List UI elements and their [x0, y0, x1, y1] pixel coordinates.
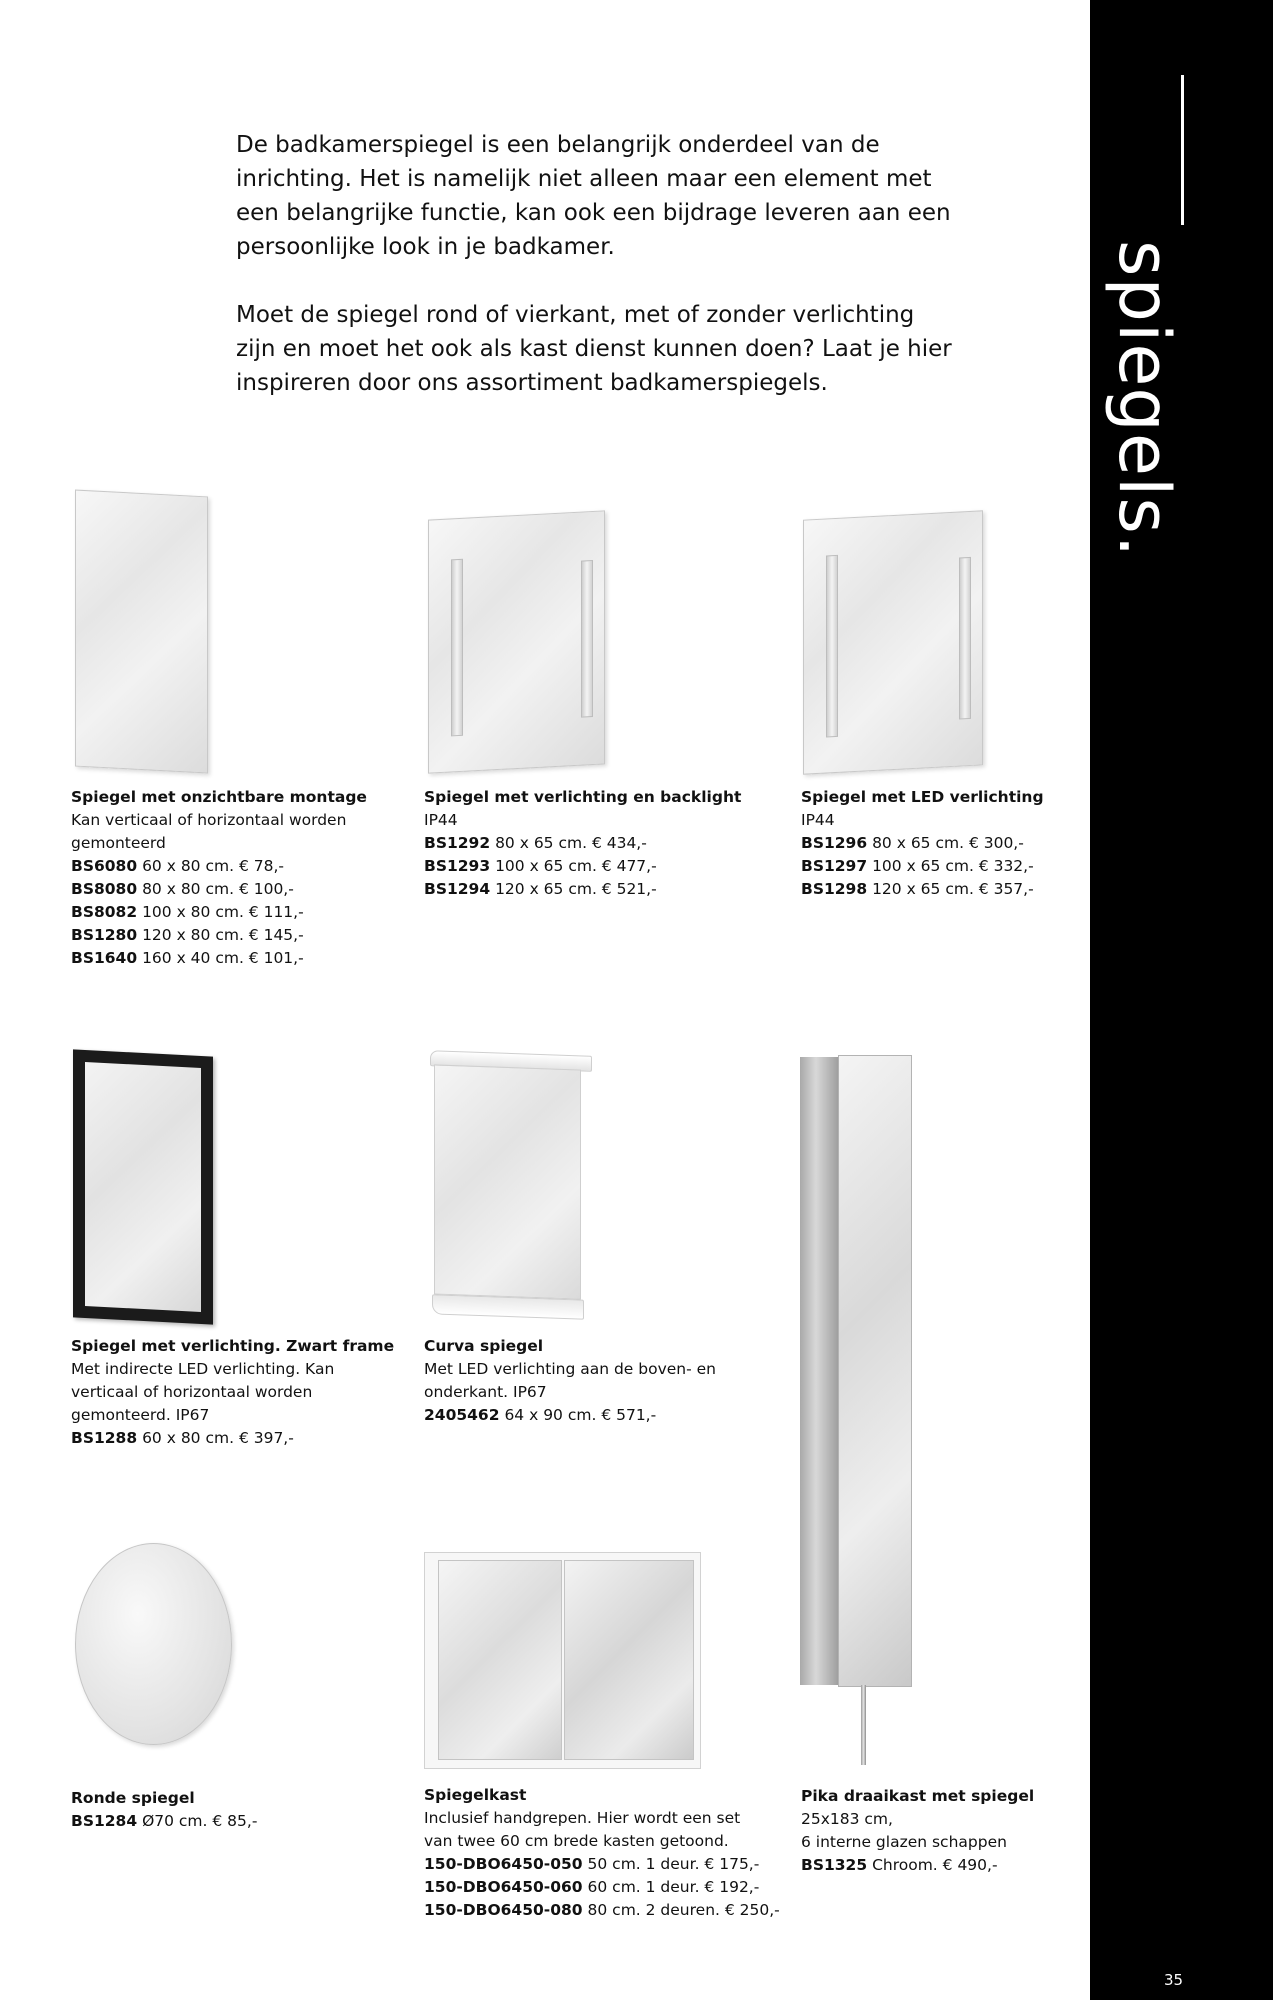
product-spec: 60 x 80 cm. € 78,-: [142, 857, 284, 875]
intro-text: [236, 128, 956, 434]
product-variant: [424, 832, 764, 855]
product-spec: 120 x 65 cm. € 357,-: [872, 880, 1034, 898]
product-title: Spiegel met LED verlichting: [801, 788, 1044, 806]
product-curva: [424, 1335, 744, 1427]
product-spec: 80 x 65 cm. € 434,-: [495, 834, 647, 852]
cabinet-side: [800, 1057, 840, 1685]
product-variant: [424, 1853, 774, 1876]
product-variant: [71, 901, 371, 924]
product-black-frame: [71, 1335, 395, 1450]
product-code: BS1296: [801, 834, 868, 852]
product-code: BS1284: [71, 1812, 138, 1830]
product-code: 150-DBO6450-050: [424, 1855, 583, 1873]
product-code: BS8082: [71, 903, 138, 921]
intro-paragraph-2: Moet de spiegel rond of vierkant, met of zonder verlichting zijn en moet het ook als kast dienst kunnen doen? Laat je hier inspireren door ons assortiment badkamerspiegels.: [236, 302, 952, 396]
mirror-backlight-image: [428, 510, 605, 773]
led-strip-right: [581, 560, 593, 718]
product-spec: 100 x 65 cm. € 332,-: [872, 857, 1034, 875]
product-variant: [71, 924, 371, 947]
cabinet-door-right: [564, 1560, 694, 1760]
product-code: BS8080: [71, 880, 138, 898]
led-strip-left: [826, 555, 838, 738]
product-spec: 80 x 65 cm. € 300,-: [872, 834, 1024, 852]
mirror-round-image: [75, 1543, 232, 1745]
product-variant: [71, 878, 371, 901]
product-description: Kan verticaal of horizontaal worden gemonteerd: [71, 811, 347, 852]
product-variant: [424, 1876, 774, 1899]
curva-bottom-shelf: [432, 1294, 584, 1319]
product-title: Pika draaikast met spiegel: [801, 1787, 1035, 1805]
mirror-glass: [434, 1064, 581, 1299]
product-pika: [801, 1785, 1081, 1877]
mirror-black-frame-image: [73, 1049, 213, 1324]
product-title: Spiegel met onzichtbare montage: [71, 788, 367, 806]
mirror-front: [838, 1055, 912, 1687]
product-code: BS1280: [71, 926, 138, 944]
product-code: 2405462: [424, 1406, 500, 1424]
product-backlight: [424, 786, 764, 901]
mirror-glass: [85, 1062, 201, 1312]
led-strip-left: [451, 559, 463, 737]
page-number: 35: [1164, 1971, 1184, 1989]
cabinet-door-left: [438, 1560, 562, 1760]
product-description-line: 25x183 cm,: [801, 1810, 893, 1828]
product-title: Spiegel met verlichting. Zwart frame: [71, 1337, 395, 1355]
product-code: BS6080: [71, 857, 138, 875]
product-variant: [424, 1899, 780, 1922]
product-spec: 100 x 80 cm. € 111,-: [142, 903, 304, 921]
product-title: Spiegel met verlichting en backlight: [424, 788, 742, 806]
product-variant: [424, 878, 764, 901]
product-code: BS1325: [801, 1856, 868, 1874]
product-title: Spiegelkast: [424, 1786, 527, 1804]
product-variant: [801, 1854, 1081, 1877]
mirror-invisible-mount-image: [75, 490, 208, 774]
product-code: 150-DBO6450-080: [424, 1901, 583, 1919]
product-code: BS1297: [801, 857, 868, 875]
product-variant: [71, 1810, 371, 1833]
product-round: [71, 1787, 371, 1833]
led-strip-right: [959, 557, 971, 720]
mirror-led-image: [803, 510, 983, 774]
product-variant: [424, 855, 764, 878]
mirror-cabinet-image: [424, 1552, 704, 1770]
product-code: 150-DBO6450-060: [424, 1878, 583, 1896]
product-code: BS1298: [801, 880, 868, 898]
product-spec: 120 x 80 cm. € 145,-: [142, 926, 304, 944]
product-code: BS1640: [71, 949, 138, 967]
sidebar-divider: [1181, 75, 1184, 225]
product-description: Met indirecte LED verlichting. Kan verticaal of horizontaal worden gemonteerd. IP67: [71, 1360, 335, 1424]
product-description: Inclusief handgrepen. Hier wordt een set van twee 60 cm brede kasten getoond.: [424, 1809, 741, 1850]
product-code: BS1292: [424, 834, 491, 852]
product-code: BS1288: [71, 1429, 138, 1447]
product-spec: 160 x 40 cm. € 101,-: [142, 949, 304, 967]
product-description: IP44: [424, 811, 458, 829]
product-variant: [71, 855, 371, 878]
product-spec: 120 x 65 cm. € 521,-: [495, 880, 657, 898]
product-spec: Ø70 cm. € 85,-: [142, 1812, 258, 1830]
product-title: Curva spiegel: [424, 1337, 544, 1355]
product-variant: [801, 855, 1081, 878]
product-mirror-cabinet: [424, 1784, 780, 1922]
product-spec: 60 x 80 cm. € 397,-: [142, 1429, 294, 1447]
product-spec: 80 cm. 2 deuren. € 250,-: [587, 1901, 780, 1919]
product-description-line: 6 interne glazen schappen: [801, 1833, 1007, 1851]
product-spec: 60 cm. 1 deur. € 192,-: [587, 1878, 760, 1896]
cabinet-pole: [861, 1685, 866, 1765]
product-led: [801, 786, 1081, 901]
product-variant: [801, 878, 1081, 901]
product-spec: Chroom. € 490,-: [872, 1856, 998, 1874]
product-invisible-mount: [71, 786, 371, 970]
pivot-cabinet-image: [800, 1055, 915, 1765]
product-variant: [801, 832, 1081, 855]
product-code: BS1293: [424, 857, 491, 875]
sidebar-title: spiegels.: [1103, 240, 1185, 559]
product-spec: 80 x 80 cm. € 100,-: [142, 880, 294, 898]
product-variant: [424, 1404, 744, 1427]
product-variant: [71, 947, 371, 970]
product-spec: 100 x 65 cm. € 477,-: [495, 857, 657, 875]
product-title: Ronde spiegel: [71, 1789, 195, 1807]
mirror-curva-image: [428, 1053, 593, 1325]
product-spec: 50 cm. 1 deur. € 175,-: [587, 1855, 760, 1873]
product-spec: 64 x 90 cm. € 571,-: [504, 1406, 657, 1424]
product-description: Met LED verlichting aan de boven- en onderkant. IP67: [424, 1360, 717, 1401]
product-code: BS1294: [424, 880, 491, 898]
intro-paragraph-1: De badkamerspiegel is een belangrijk onderdeel van de inrichting. Het is namelijk niet alleen maar een element met een belangrijke functie, kan ook een bijdrage leveren aan een persoonlijke look in je badkamer.: [236, 132, 951, 260]
product-variant: [71, 1427, 391, 1450]
product-description: IP44: [801, 811, 835, 829]
